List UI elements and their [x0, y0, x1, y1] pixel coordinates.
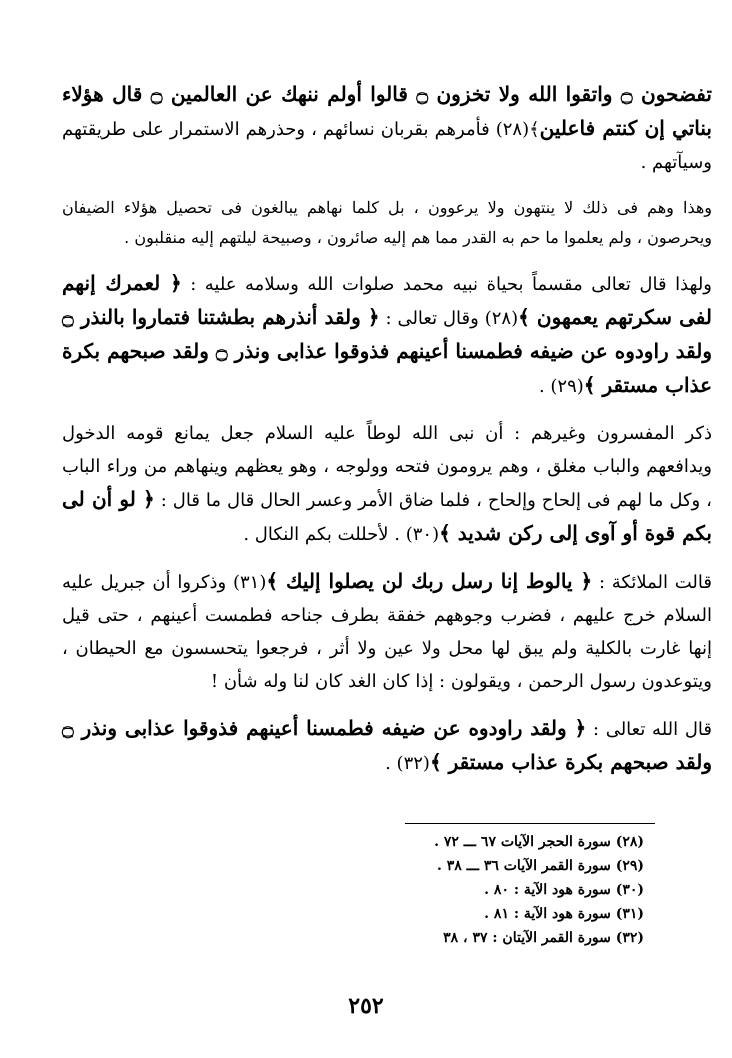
- quran-verse: ﴿ ولقد أنذرهم بطشتنا فتماروا بالنذر ۝ ولقد راودوه عن ضيفه فطمسنا أعينهم فذوقوا عذابى ونذر ۝ ولقد صبحهم بكرة عذاب مستقر ﴾: [62, 305, 713, 397]
- paragraph-text: (٣٢) .: [385, 753, 430, 774]
- paragraph-text: وقال تعالى :: [379, 308, 485, 329]
- paragraph-text: (٢٩) .: [538, 376, 584, 397]
- footnote: (٢٩) سورة القمر الآيات ٣٦ ـــ ٣٨ .: [436, 858, 644, 874]
- paragraph: [62, 267, 712, 403]
- footnote: (٢٨) سورة الحجر الآيات ٦٧ ـــ ٧٢ .: [434, 834, 644, 850]
- paragraph-text: (٢٨): [484, 308, 519, 329]
- paragraph-text: ﴾(٢٨): [495, 119, 540, 140]
- paragraph: [62, 565, 712, 698]
- quran-verse: تفضحون ۝ واتقوا الله ولا تخزون ۝ قالوا أولم ننهك عن العالمين ۝ قال هؤلاء بناتي إن كنتم فاعلين: [62, 82, 712, 140]
- paragraph-text: وهذا وهم فى ذلك لا ينتهون ولا يرعوون ، بل كلما نهاهم يبالغون فى تحصيل هؤلاء الضيفان ويحرصون ، ولم يعلموا ما حم به القدر مما هم إليه صائرون ، وصبيحة ليلتهم إليه منقلبون .: [62, 198, 712, 247]
- quran-verse: ﴿ لو أن لى بكم قوة أو آوى إلى ركن شديد ﴾: [62, 487, 712, 545]
- paragraph-text: قال الله تعالى :: [586, 719, 712, 740]
- footnotes: [324, 830, 644, 950]
- paragraph-text: (٣١) وذكروا أن جبريل عليه السلام خرج عليهم ، فضرب وجوههم خفقة بطرف جناحه فطمست أعينهم ، حتى قيل إنها غارت بالكلية ولم يبق لها محل ولا عين ولا أثر ، فرجعوا يتحسسون مع الحيطان ، ويتوعدون رسول الرحمن ، ويقولون : إذا كان الغد كان لنا وله شأن !: [62, 572, 712, 692]
- quran-verse: ﴿ لعمرك إنهم لفى سكرتهم يعمهون ﴾: [62, 271, 712, 329]
- paragraph-text: ذكر المفسرون وغيرهم : أن نبى الله لوطاً عليه السلام جعل يمانع قومه الدخول ويدافعهم والباب مغلق ، وهم يرومون فتحه وولوجه ، وهو يعظهم وينهاهم من وراء الباب ، وكل ما لهم فى إلحاح وإلحاح ، فلما ضاق الأمر وعسر الحال قال ما قال :: [62, 423, 712, 511]
- paragraph-text: ولهذا قال تعالى مقسماً بحياة نبيه محمد صلوات الله وسلامه عليه :: [181, 274, 712, 295]
- paragraph: [62, 712, 712, 780]
- quran-verse: ﴿ ولقد راودوه عن ضيفه فطمسنا أعينهم فذوقوا عذابى ونذر ۝ ولقد صبحهم بكرة عذاب مستقر ﴾: [62, 716, 712, 774]
- paragraph: [62, 193, 712, 253]
- paragraph-text: (٣٠) . لأحللت بكم النكال .: [243, 524, 440, 545]
- footnote: (٣٢) سورة القمر الآيتان : ٣٧ ، ٣٨: [443, 930, 644, 946]
- page-body: [62, 78, 712, 794]
- footnote: (٣١) سورة هود الآية : ٨١ .: [484, 906, 644, 922]
- footnote-separator: [405, 823, 655, 824]
- paragraph: [62, 78, 712, 179]
- paragraph-text: فأمرهم بقربان نسائهم ، وحذرهم الاستمرار على طريقتهم وسيآتهم .: [62, 119, 712, 173]
- quran-verse: ﴿ يالوط إنا رسل ربك لن يصلوا إليك ﴾: [266, 569, 593, 593]
- paragraph: [62, 417, 712, 551]
- paragraph-text: قالت الملائكة :: [592, 572, 712, 593]
- page-number: ٢٥٢: [348, 993, 384, 1019]
- footnote: (٣٠) سورة هود الآية : ٨٠ .: [484, 882, 644, 898]
